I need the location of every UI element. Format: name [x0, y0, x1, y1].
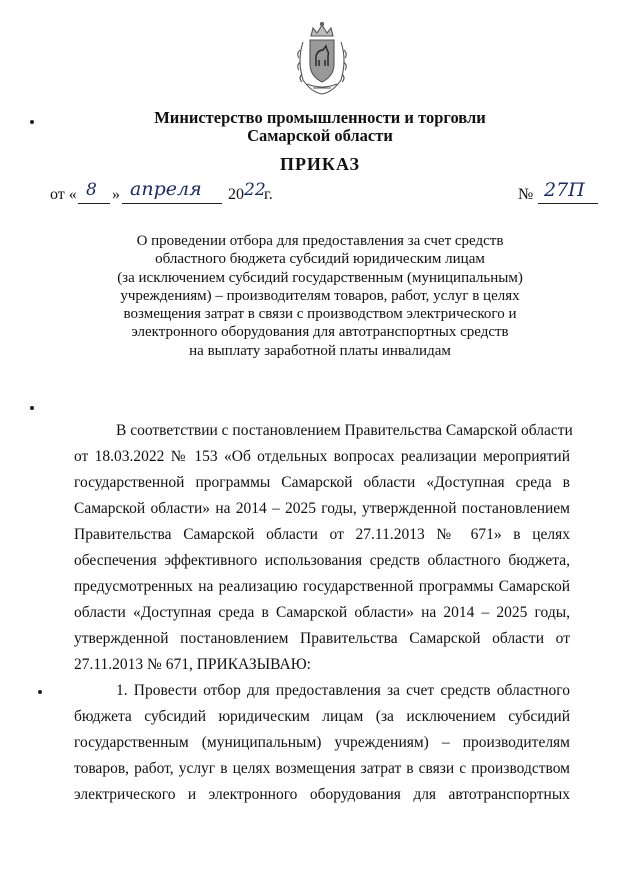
date-day: 8: [86, 180, 97, 200]
date-year-suffix: 22: [244, 180, 266, 200]
date-month: апреля: [130, 178, 202, 200]
body-line: 27.11.2013 № 671, ПРИКАЗЫВАЮ:: [74, 656, 311, 673]
day-underline: [78, 203, 110, 204]
preamble-paragraph: [74, 418, 573, 678]
order-title: ПРИКАЗ: [279, 154, 361, 174]
scan-speck: [38, 690, 42, 694]
body-line: Правительства Самарской области от 27.11.2013 № 671» в целях: [74, 526, 570, 543]
subject-line: возмещения затрат в связи с производством электрического и: [123, 306, 517, 323]
subject-line: (за исключением субсидий государственным (муниципальным): [117, 269, 523, 286]
order-subject: [90, 232, 550, 360]
date-year-prefix: 20: [228, 186, 244, 203]
date-prefix: от «: [50, 186, 77, 203]
body-line: 1. Провести отбор для предоставления за счет средств областного: [116, 682, 570, 699]
body-line: В соответствии с постановлением Правительства Самарской области: [116, 422, 573, 439]
order-number: 27П: [544, 179, 585, 201]
scan-speck: [30, 120, 34, 124]
body-line: предусмотренных на реализацию государственной программы Самарской: [74, 578, 570, 595]
ministry-name-line2: Самарской области: [247, 126, 393, 145]
scan-speck: [30, 406, 34, 410]
subject-line: учреждениям) – производителям товаров, работ, услуг в целях: [120, 287, 520, 304]
body-line: области «Доступная среда в Самарской области» на 2014 – 2025 годы,: [74, 604, 570, 621]
body-line: бюджета субсидий юридическим лицам (за исключением субсидий: [74, 708, 570, 725]
samara-coat-of-arms-icon: [293, 20, 351, 96]
body-line: государственной программы Самарской области «Доступная среда в: [74, 474, 570, 491]
body-line: государственным (муниципальным) учреждениям) – производителям: [74, 734, 570, 751]
item-1-paragraph: [74, 678, 570, 808]
subject-line: О проведении отбора для предоставления за счет средств: [136, 233, 504, 249]
body-line: обеспечения эффективного использования средств областного бюджета,: [74, 552, 570, 569]
body-line: товаров, работ, услуг в целях возмещения затрат в связи с производством: [74, 760, 570, 777]
body-line: от 18.03.2022 № 153 «Об отдельных вопросах реализации мероприятий: [74, 448, 570, 465]
subject-line: на выплату заработной платы инвалидам: [189, 342, 451, 359]
subject-line: областного бюджета субсидий юридическим лицам: [155, 251, 485, 268]
order-number-label: №: [518, 186, 534, 203]
number-underline: [538, 203, 598, 204]
month-underline: [122, 203, 222, 204]
date-number-row: [50, 178, 610, 210]
ministry-name-line1: Министерство промышленности и торговли: [154, 108, 486, 127]
body-line: электрического и электронного оборудования для автотранспортных: [74, 786, 570, 803]
date-quote-close: »: [112, 186, 120, 203]
body-line: Самарской области» на 2014 – 2025 годы, утвержденной постановлением: [74, 500, 570, 517]
body-line: утвержденной постановлением Правительства Самарской области от: [74, 630, 570, 647]
subject-line: электронного оборудования для автотранспортных средств: [131, 324, 509, 341]
date-year-unit: г.: [264, 186, 273, 203]
